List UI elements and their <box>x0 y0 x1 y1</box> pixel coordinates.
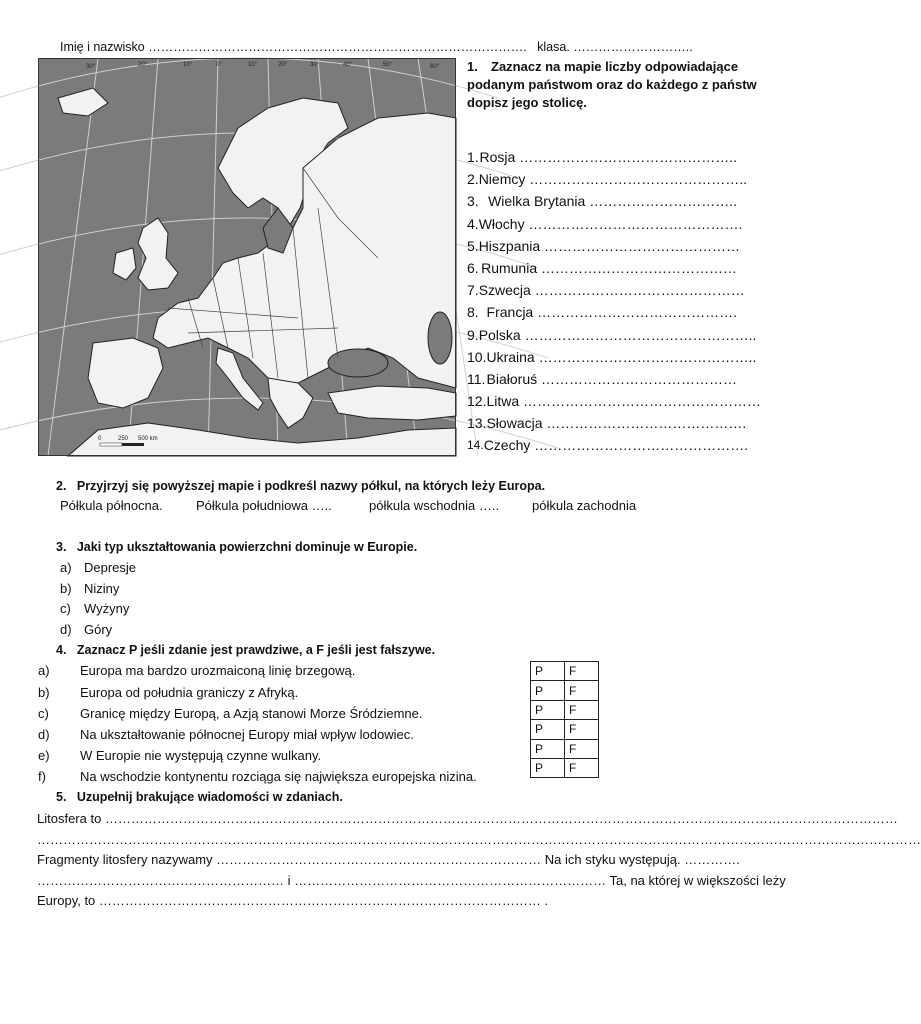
item-number: 1. <box>467 149 479 165</box>
task5-prompt <box>56 790 343 804</box>
task3-text: Jaki typ ukształtowania powierzchni dominuje w Europie. <box>76 540 418 554</box>
statement <box>38 685 298 700</box>
option-text: Góry <box>84 622 113 637</box>
item-text: Włochy ………………………………………. <box>478 215 743 232</box>
lon-label: 60° <box>430 64 440 70</box>
name-label: Imię i nazwisko <box>60 40 145 54</box>
black-sea <box>328 349 388 377</box>
item-number: 4. <box>467 215 479 232</box>
task3-option[interactable] <box>60 560 136 575</box>
lon-label: 20° <box>138 62 148 68</box>
header-line <box>60 40 693 54</box>
lon-label: 30° <box>310 62 320 68</box>
statement-letter: b) <box>38 685 50 700</box>
task2-number: 2. <box>56 479 67 493</box>
item-text: Hiszpania …………………………………… <box>478 237 741 254</box>
task2-option[interactable]: Półkula południowa ….. <box>196 498 332 513</box>
task3-option[interactable] <box>60 622 112 637</box>
table-row <box>531 758 599 777</box>
item-text: Szwecja ……………………………………… <box>478 282 745 299</box>
f-cell[interactable]: F <box>565 700 599 719</box>
item-number: 3. <box>467 193 479 210</box>
lon-label: 20° <box>278 62 288 68</box>
list-item[interactable] <box>467 368 737 390</box>
f-cell[interactable]: F <box>565 662 599 681</box>
caspian-sea <box>428 312 452 364</box>
statement <box>38 663 355 678</box>
list-item[interactable] <box>467 324 757 346</box>
statement-letter: c) <box>38 706 49 721</box>
true-false-table <box>530 661 599 778</box>
task5-text: Uzupełnij brakujące wiadomości w zdaniach. <box>76 790 343 804</box>
fill-line[interactable]: Europy, to ………………………………………………………………………………………… . <box>37 893 549 908</box>
p-cell[interactable]: P <box>531 758 565 777</box>
statement-text: Europa od południa graniczy z Afryką. <box>80 685 299 700</box>
item-text: Wielka Brytania ………………………….. <box>488 193 737 210</box>
task3-number: 3. <box>56 540 67 554</box>
item-text: Czechy ………………………………………. <box>483 437 749 454</box>
lon-label: 10° <box>183 62 193 68</box>
lon-label: 0° <box>216 62 222 68</box>
item-number: 11. <box>467 370 486 387</box>
list-item[interactable] <box>467 146 737 168</box>
task2-option[interactable]: półkula wschodnia ….. <box>369 498 500 513</box>
item-text: Niemcy ……………………………………….. <box>478 171 748 188</box>
item-number: 10. <box>467 348 487 365</box>
statement-letter: a) <box>38 663 50 678</box>
statement-text: W Europie nie występują czynne wulkany. <box>80 748 322 763</box>
option-letter: d) <box>60 622 72 637</box>
task3-option[interactable] <box>60 581 119 596</box>
statement-text: Granicę między Europą, a Azją stanowi Morze Śródziemne. <box>80 706 423 721</box>
lon-label: 10° <box>248 62 258 68</box>
item-text: Rumunia …………………………………… <box>481 259 737 276</box>
task2-option[interactable]: półkula zachodnia <box>532 498 637 513</box>
task2-text: Przyjrzyj się powyższej mapie i podkreśl nazwy półkul, na których leży Europa. <box>76 479 546 493</box>
list-item[interactable] <box>467 213 743 235</box>
f-cell[interactable]: F <box>565 758 599 777</box>
task1-prompt <box>467 58 757 112</box>
item-text: Ukraina ……………………………………….. <box>486 348 757 365</box>
task2-prompt <box>56 479 545 493</box>
option-letter: a) <box>60 560 72 575</box>
option-letter: b) <box>60 581 72 596</box>
list-item[interactable] <box>467 279 745 301</box>
task2-option[interactable]: Półkula północna. <box>60 498 163 513</box>
statement <box>38 769 477 784</box>
table-row <box>531 720 599 739</box>
task3-option[interactable] <box>60 601 129 616</box>
statement-text: Europa ma bardzo urozmaiconą linię brzegową. <box>80 663 356 678</box>
p-cell[interactable]: P <box>531 739 565 758</box>
fill-line[interactable]: Fragmenty litosfery nazywamy ………………………………………………………………… Na ich styku występują. …………. <box>37 852 740 867</box>
f-cell[interactable]: F <box>565 720 599 739</box>
item-number: 7. <box>467 282 479 299</box>
statement <box>38 727 414 742</box>
list-item[interactable] <box>467 390 762 412</box>
list-item[interactable] <box>467 346 757 368</box>
country-list <box>467 146 762 457</box>
item-text: Słowacja ……………………………………. <box>486 415 747 432</box>
item-number: 14. <box>467 438 484 453</box>
europe-map <box>38 58 456 456</box>
statement <box>38 748 321 763</box>
task5-number: 5. <box>56 790 67 804</box>
task4-prompt <box>56 643 435 657</box>
scale-label: 0 <box>98 436 102 442</box>
statement-letter: e) <box>38 748 50 763</box>
option-text: Niziny <box>84 581 120 596</box>
list-item[interactable] <box>467 235 741 257</box>
task1-number: 1. <box>467 59 478 74</box>
item-number: 8. <box>467 304 479 321</box>
lon-label: 40° <box>343 62 353 68</box>
fill-line[interactable]: Litosfera to ………………………………………………………………………………………………………………………………………………………………… <box>37 811 898 826</box>
table-row <box>531 739 599 758</box>
table-row <box>531 662 599 681</box>
fill-line[interactable]: …………………………………………………………………………………………………………………………………………………………………………………… <box>37 832 921 847</box>
p-cell[interactable]: P <box>531 700 565 719</box>
option-text: Wyżyny <box>84 601 130 616</box>
item-number: 6. <box>467 259 479 276</box>
task1-text: Zaznacz na mapie liczby odpowiadające podanym państwom oraz do każdego z państw dopisz jego stolicę. <box>467 59 757 110</box>
statement-letter: f) <box>38 769 46 784</box>
item-text: Rosja ……………………………………….. <box>479 149 737 165</box>
p-cell[interactable]: P <box>531 681 565 700</box>
f-cell[interactable]: F <box>565 739 599 758</box>
item-number: 13. <box>467 415 487 432</box>
option-letter: c) <box>60 601 71 616</box>
europe-map-svg <box>38 58 456 456</box>
list-item[interactable] <box>467 190 737 212</box>
name-field[interactable]: ………………………………………………………………………………. <box>148 40 527 54</box>
f-cell[interactable]: F <box>565 681 599 700</box>
item-number: 2. <box>467 171 479 188</box>
scale-label: 250 <box>118 436 129 442</box>
lon-label: 30° <box>86 64 96 70</box>
table-row <box>531 681 599 700</box>
statement-text: Na wschodzie kontynentu rozciąga się największa europejska nizina. <box>80 769 477 784</box>
task4-text: Zaznacz P jeśli zdanie jest prawdziwe, a F jeśli jest fałszywe. <box>76 643 436 657</box>
statement-text: Na ukształtowanie północnej Europy miał wpływ lodowiec. <box>80 727 414 742</box>
item-number: 12. <box>467 393 487 410</box>
item-text: Białoruś …………………………………… <box>486 370 737 387</box>
list-item[interactable] <box>467 257 737 279</box>
item-text: Litwa …………………………………………… <box>486 393 762 410</box>
table-row <box>531 700 599 719</box>
p-cell[interactable]: P <box>531 662 565 681</box>
item-number: 5. <box>467 237 479 254</box>
item-text: Francja ……………………………………. <box>486 304 737 321</box>
class-field[interactable]: ……………………….. <box>573 40 693 54</box>
option-text: Depresje <box>84 560 137 575</box>
p-cell[interactable]: P <box>531 720 565 739</box>
item-number: 9. <box>467 326 479 343</box>
fill-line[interactable]: ………………………………………………… i ……………………………………………………………… Ta, na której w większości leży <box>37 873 786 888</box>
list-item[interactable] <box>467 412 747 434</box>
task4-number: 4. <box>56 643 67 657</box>
class-label: klasa. <box>537 40 570 54</box>
item-text: Polska ………………………………………….. <box>478 326 757 343</box>
scale-label: 500 km <box>138 436 158 442</box>
list-item[interactable] <box>467 168 748 190</box>
statement-letter: d) <box>38 727 50 742</box>
lon-label: 50° <box>383 62 393 68</box>
list-item[interactable] <box>467 434 749 456</box>
statement <box>38 706 423 721</box>
list-item[interactable] <box>467 301 737 323</box>
task3-prompt <box>56 540 417 554</box>
